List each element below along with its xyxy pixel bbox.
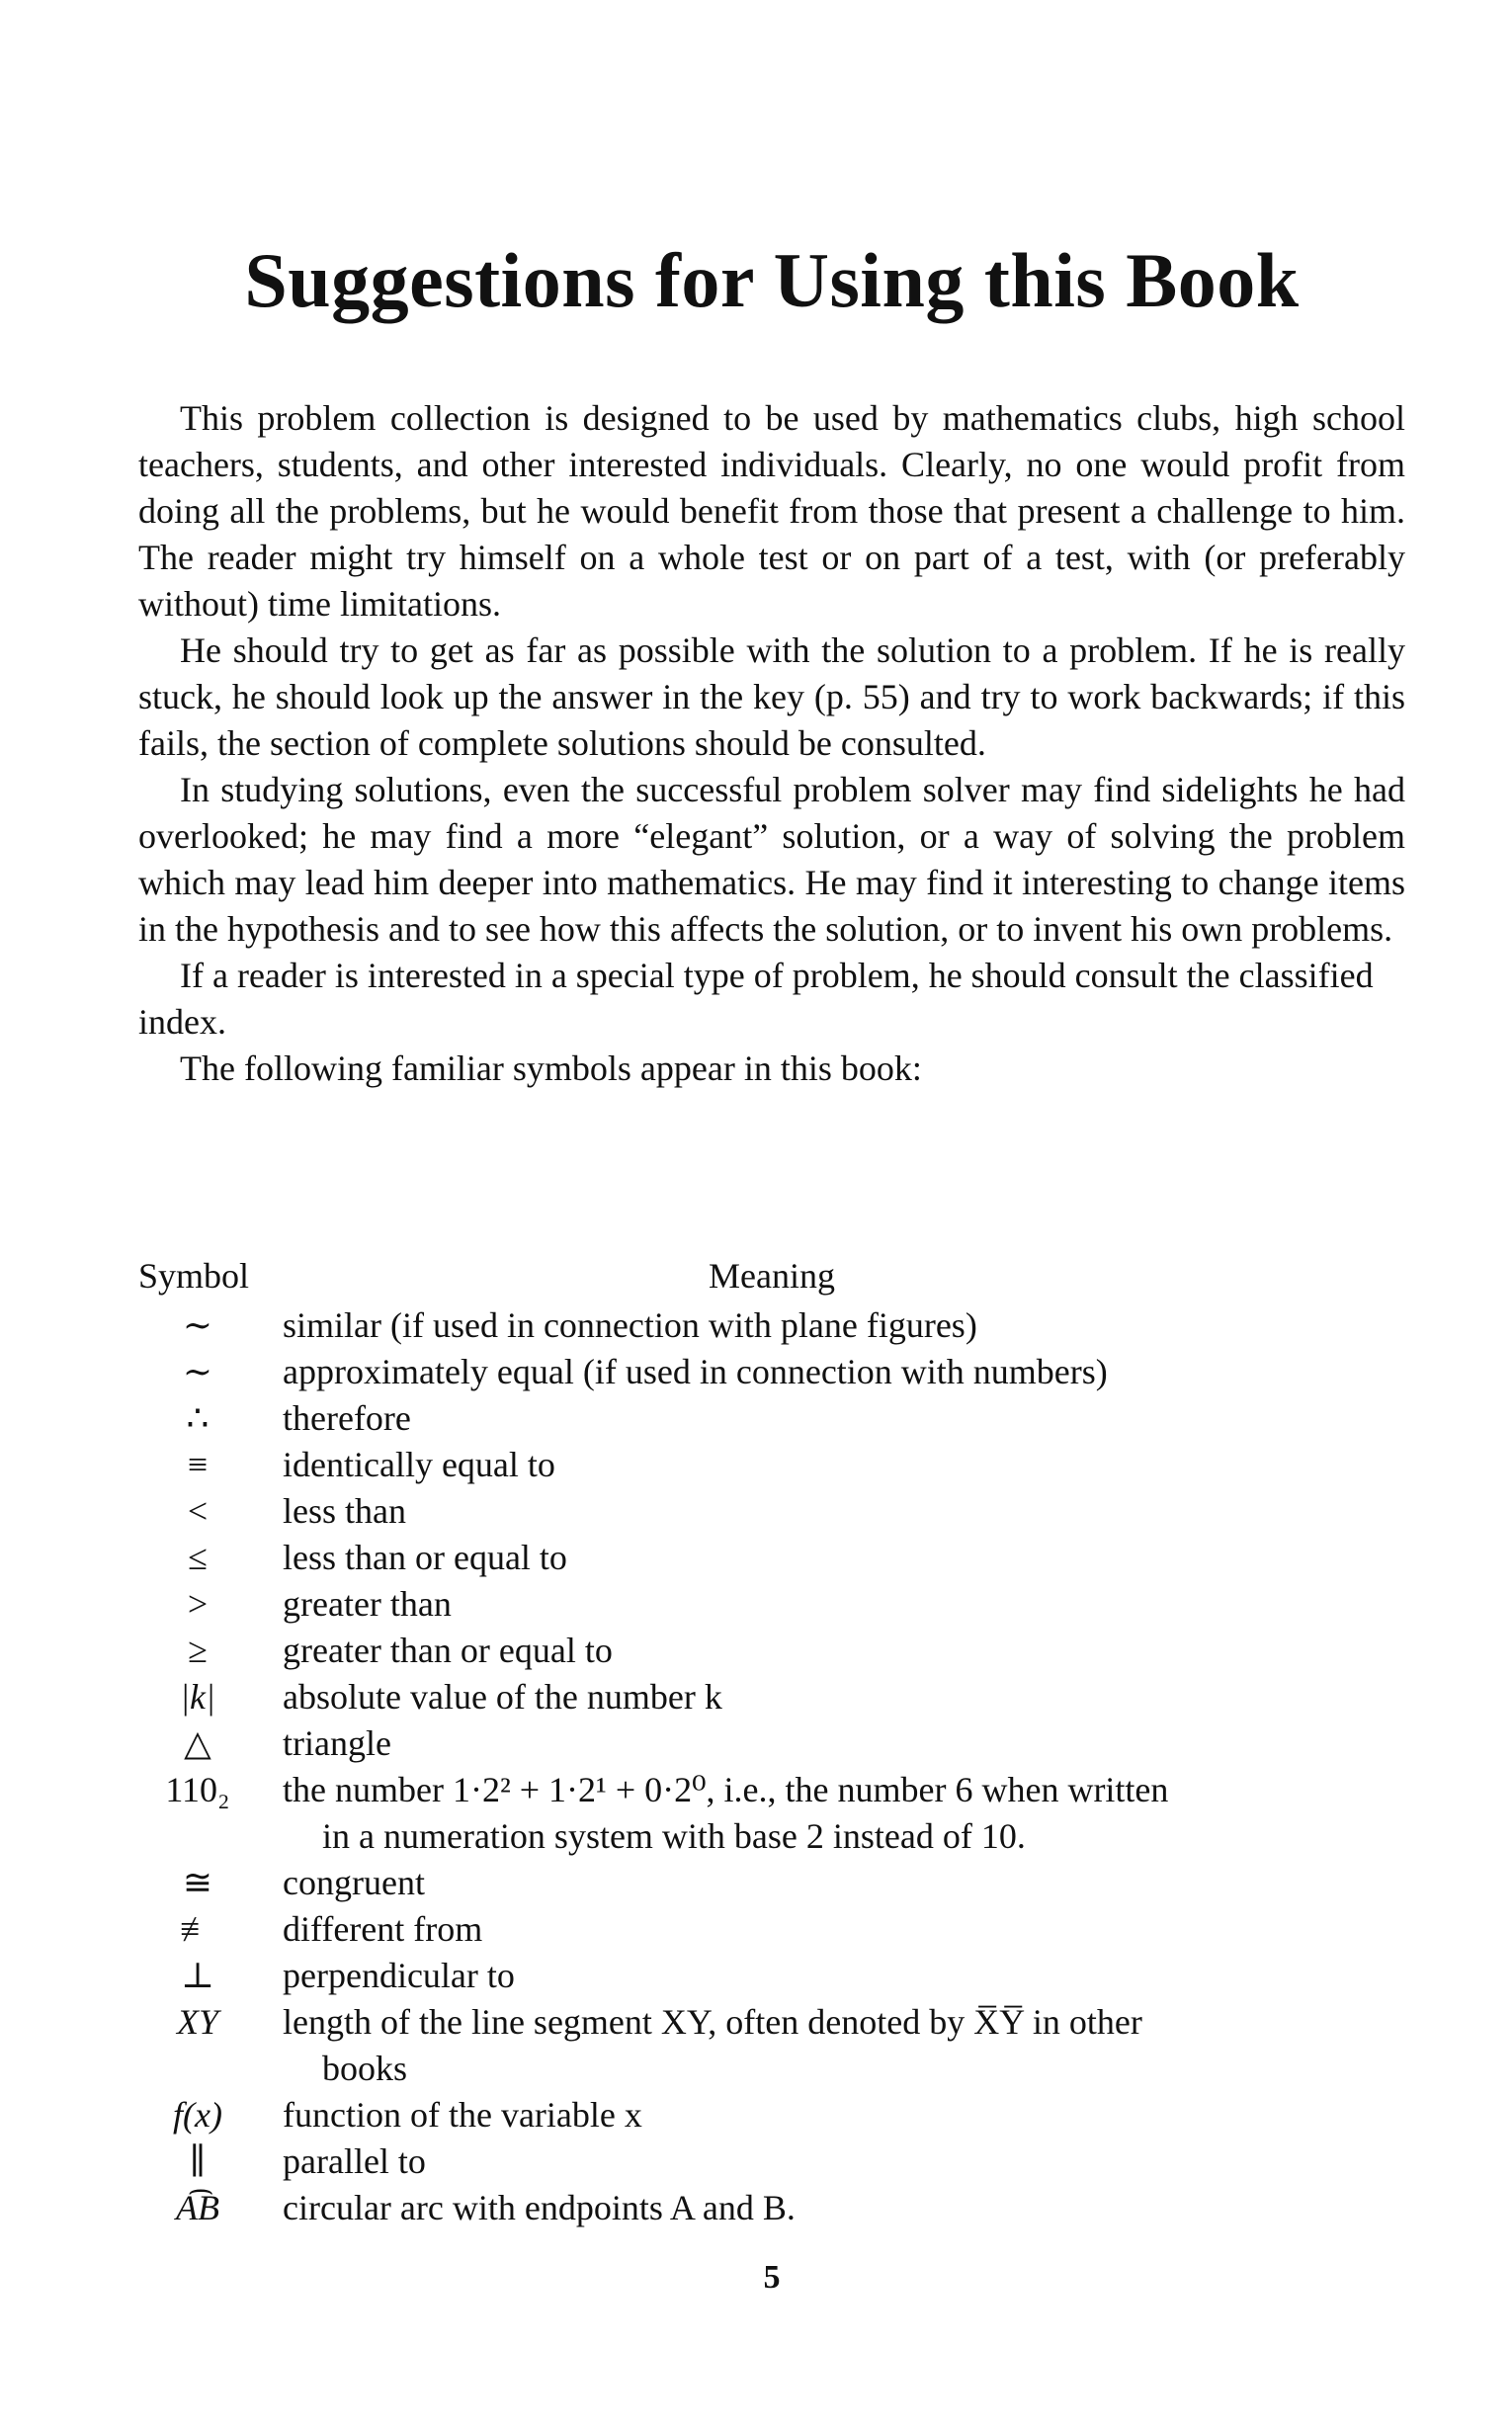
symbol-row	[138, 1674, 1405, 1720]
symbol-row	[138, 1999, 1405, 2092]
symbol-greater-than: >	[187, 1584, 209, 1624]
symbol-function: f(x)	[173, 2095, 222, 2135]
symbol-meaning: triangle	[283, 1723, 391, 1763]
symbol-segment-length: XY	[176, 2002, 218, 2042]
symbol-approx: ∼	[182, 1352, 213, 1391]
paragraph-1: This problem collection is designed to be used by mathematics clubs, high school teachers, students, and other interested individuals. Clearly, no one would profit from doing all the problems, but he would benefit from those that present a challenge to him. The reader might try himself on a whole test or on part of a test, with (or preferably without) time limitations.	[138, 398, 1405, 624]
symbol-triangle: △	[184, 1723, 211, 1763]
symbol-arc: A͡B	[176, 2188, 219, 2227]
paragraph-3: In studying solutions, even the successful problem solver may find sidelights he had overlooked; he may find a more “elegant” solution, or a way of solving the problem which may lead him deeper into mathematics. He may find it interesting to change items in the hypothesis and to see how this affects the solution, or to invent his own problems.	[138, 770, 1405, 949]
symbol-column-header: Symbol	[138, 1256, 250, 1296]
paragraph-2: He should try to get as far as possible with the solution to a problem. If he is really stuck, he should look up the answer in the key (p. 55) and try to work backwards; if this fails, the section of complete solutions should be consulted.	[138, 630, 1405, 763]
page-number: 5	[763, 2259, 781, 2296]
symbol-row	[138, 1395, 1405, 1442]
symbol-meaning: different from	[283, 1909, 483, 1949]
symbol-row	[138, 1349, 1405, 1395]
symbol-meaning: approximately equal (if used in connection with numbers)	[283, 1352, 1108, 1391]
symbol-less-equal: ≤	[188, 1538, 208, 1577]
symbol-meaning: circular arc with endpoints A and B.	[283, 2188, 796, 2227]
symbol-meaning: greater than	[283, 1584, 452, 1624]
symbol-meaning: perpendicular to	[283, 1956, 515, 1995]
symbol-meaning-continued: books	[322, 2049, 408, 2088]
symbol-row	[138, 1767, 1405, 1860]
body-text	[138, 395, 1405, 1092]
book-page	[138, 0, 1405, 2431]
symbol-meaning: identically equal to	[283, 1445, 555, 1484]
symbol-row	[138, 1581, 1405, 1628]
symbol-row	[138, 1535, 1405, 1581]
symbol-meaning: the number 1·2² + 1·2¹ + 0·2⁰, i.e., the number 6 when written	[283, 1770, 1169, 1809]
page-title: Suggestions for Using this Book	[244, 237, 1300, 323]
symbol-row	[138, 2138, 1405, 2185]
symbol-meaning: therefore	[283, 1398, 411, 1438]
symbol-meaning: absolute value of the number k	[283, 1677, 722, 1717]
symbol-meaning: length of the line segment XY, often denoted by X̅Y̅ in other	[283, 2002, 1142, 2042]
symbol-meaning: less than	[283, 1491, 406, 1531]
paragraph-5: The following familiar symbols appear in this book:	[180, 1048, 922, 1088]
symbol-parallel: ∥	[189, 2141, 207, 2181]
symbol-row	[138, 2185, 1405, 2231]
symbol-row	[138, 1442, 1405, 1488]
symbol-meaning: similar (if used in connection with plane figures)	[283, 1305, 977, 1345]
symbols-table	[138, 1253, 1405, 2231]
meaning-column-header: Meaning	[709, 1256, 835, 1296]
symbol-different: ≢	[180, 1909, 215, 1949]
symbol-meaning: greater than or equal to	[283, 1631, 613, 1670]
symbol-row	[138, 1488, 1405, 1535]
symbol-similar: ∼	[182, 1305, 213, 1345]
symbol-row	[138, 1906, 1405, 1953]
symbol-absolute-value: |k|	[180, 1677, 215, 1717]
symbol-identical: ≡	[187, 1445, 209, 1484]
symbol-meaning-continued: in a numeration system with base 2 instead of 10.	[322, 1816, 1026, 1856]
symbol-greater-equal: ≥	[188, 1631, 208, 1670]
symbol-meaning: parallel to	[283, 2141, 426, 2181]
symbol-congruent: ≅	[182, 1863, 213, 1902]
symbol-row	[138, 1628, 1405, 1674]
symbol-binary-number: 110₂	[165, 1770, 230, 1809]
symbol-row	[138, 2092, 1405, 2138]
paragraph-4: If a reader is interested in a special type of problem, he should consult the classified index.	[138, 956, 1374, 1042]
symbol-meaning: function of the variable x	[283, 2095, 642, 2135]
symbol-row	[138, 1953, 1405, 1999]
symbol-meaning: less than or equal to	[283, 1538, 567, 1577]
symbols-table-header	[138, 1253, 1405, 1302]
symbol-therefore: ∴	[186, 1398, 210, 1438]
symbol-perpendicular: ⊥	[181, 1956, 214, 1995]
symbol-row	[138, 1860, 1405, 1906]
symbol-meaning: congruent	[283, 1863, 425, 1902]
symbol-row	[138, 1720, 1405, 1767]
symbol-less-than: <	[187, 1491, 209, 1531]
symbol-row	[138, 1302, 1405, 1349]
